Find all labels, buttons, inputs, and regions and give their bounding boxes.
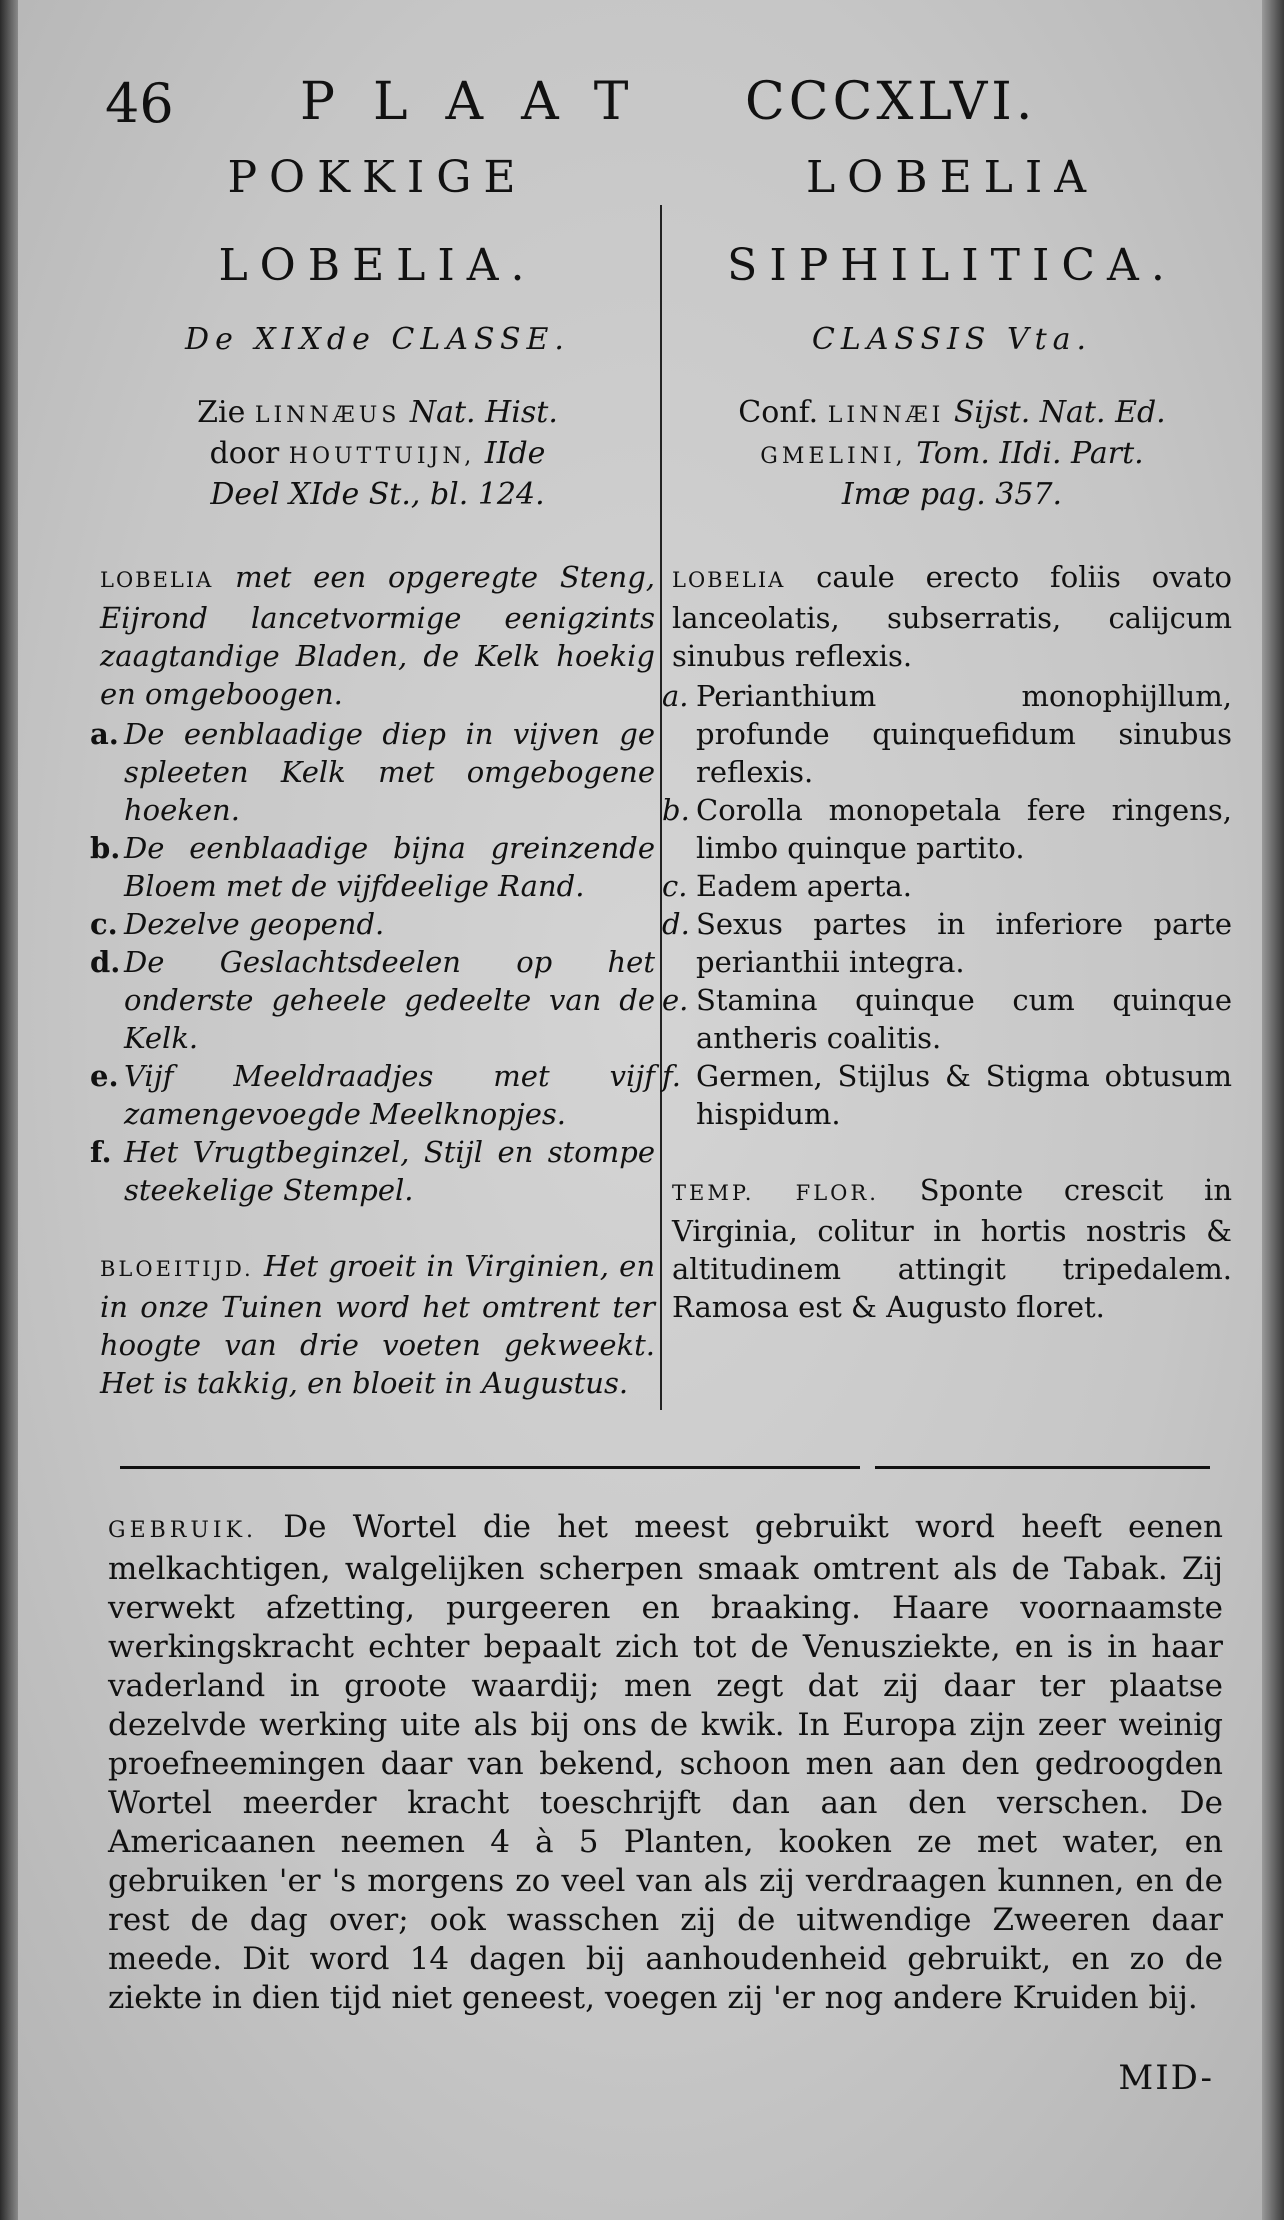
usage-text: De Wortel die het meest gebruikt word heeft eenen melkachtigen, walgelijken scherpen smaak omtrent als de Tabak. Zij verwekt afzetting, purgeeren en braaking. Haare voornaamste werkingskracht echter bepaalt zich tot de Venusziekte, en is in haar vaderland in groote waardij; men zegt dat zij daar ter plaatse dezelvde werking uite als bij ons de kwik. In Europa zijn zeer weinig proefneemingen daar van bekend, schoon men aan den gedroogden Wortel meerder kracht toeschrijft dan aan den verschen. De Americaanen neemen 4 à 5 Planten, kooken ze met water, en gebruiken 'er 's morgens zo veel van als zij verdraagen kunnen, en de rest de dag over; ook wasschen zij de uitwendige Zweeren daar meede. Dit word 14 dagen bij aanhoudenheid gebruikt, en zo de ziekte in dien tijd niet geneest, voegen zij 'er nog andere Kruiden bij. <box>108 1509 1223 2016</box>
flowering-label: TEMP. FLOR. <box>672 1181 879 1205</box>
flowering-text: Het groeit in Virginien, en in onze Tuinen word het omtrent ter hoogte van drie voeten gekweekt. Het is takkig, en bloeit in Augustus. <box>100 1249 655 1400</box>
dutch-ref-line2 <box>100 435 655 476</box>
rule-left <box>120 1466 860 1469</box>
dutch-description <box>100 558 655 713</box>
list-item <box>90 715 655 829</box>
item-letter: a. <box>662 679 689 713</box>
item-text: Eadem aperta. <box>696 869 912 903</box>
genus-name: LOBELIA <box>672 568 786 592</box>
usage-label: GEBRUIK. <box>108 1518 258 1543</box>
item-letter: d. <box>662 907 690 941</box>
item-letter: e. <box>662 983 689 1017</box>
plate-word: PLAAT <box>300 72 667 132</box>
latin-ref-line2 <box>672 435 1232 476</box>
latin-figure-list <box>662 677 1232 1133</box>
list-item <box>90 905 655 943</box>
item-text: De eenblaadige bijna greinzende Bloem met de vijfdeelige Rand. <box>124 831 655 903</box>
page-edge-left <box>0 0 18 2220</box>
ref-volume: IIde <box>484 436 546 471</box>
page-header <box>0 72 1284 142</box>
dutch-column <box>90 150 655 1402</box>
genus-name: LOBELIA <box>100 568 214 592</box>
ref-author: HOUTTUIJN, <box>288 444 476 469</box>
item-text: Perianthium monophijllum, profunde quinquefidum sinubus reflexis. <box>696 679 1232 789</box>
ref-author: LINNÆUS <box>254 403 401 428</box>
dutch-figure-list <box>90 715 655 1209</box>
ref-page: Imæ pag. 357. <box>841 477 1063 512</box>
ref-text: Zie <box>197 395 246 430</box>
item-letter: f. <box>90 1135 112 1169</box>
item-text: Corolla monopetala fere ringens, limbo quinque partito. <box>696 793 1232 865</box>
item-letter: f. <box>662 1059 681 1093</box>
ref-text: door <box>209 436 280 471</box>
plate-number: CCCXLVI. <box>745 72 1037 132</box>
item-text: Dezelve geopend. <box>124 907 385 941</box>
dutch-ref-line3 <box>100 476 655 514</box>
item-letter: a. <box>90 717 119 751</box>
latin-classis: CLASSIS Vta. <box>811 322 1093 357</box>
item-text: Germen, Stijlus & Stigma obtusum hispidum. <box>696 1059 1232 1131</box>
item-text: Vijf Meeldraadjes met vijf zamengevoegde Meelknopjes. <box>124 1059 655 1131</box>
list-item <box>662 905 1232 981</box>
item-text: Het Vrugtbeginzel, Stijl en stompe steekelige Stempel. <box>124 1135 655 1207</box>
list-item <box>662 981 1232 1057</box>
dutch-title-line1: POKKIGE <box>227 152 528 203</box>
list-item <box>662 677 1232 791</box>
list-item <box>662 867 1232 905</box>
item-text: Sexus partes in inferiore parte perianthii integra. <box>696 907 1232 979</box>
latin-title-line1: LOBELIA <box>805 152 1099 203</box>
dutch-reference <box>100 394 655 514</box>
list-item <box>90 829 655 905</box>
list-item <box>90 1057 655 1133</box>
ref-work: Sijst. Nat. Ed. <box>953 395 1166 430</box>
flowering-text: Sponte crescit in Virginia, colitur in hortis nostris & altitudinem attingit tripedalem. Ramosa est & Augusto floret. <box>672 1173 1233 1324</box>
item-text: De eenblaadige diep in vijven ge spleeten Kelk met omgebogene hoeken. <box>124 717 655 827</box>
description-text: met een opgeregte Steng, Eijrond lancetvormige eenigzints zaagtandige Bladen, de Kelk hoekig en omgeboogen. <box>100 560 655 711</box>
dutch-flowering <box>100 1247 655 1402</box>
dutch-title-line2: LOBELIA. <box>218 240 537 291</box>
latin-column <box>662 150 1233 1326</box>
item-letter: b. <box>662 793 690 827</box>
latin-flowering <box>672 1171 1232 1326</box>
usage-paragraph <box>108 1508 1223 2018</box>
ref-author: LINNÆI <box>827 403 945 428</box>
catchword: MID- <box>1118 2058 1214 2098</box>
ref-text: Conf. <box>738 395 819 430</box>
latin-description <box>672 558 1232 675</box>
latin-ref-line3 <box>672 476 1232 514</box>
latin-title-line2: SIPHILITICA. <box>727 240 1177 291</box>
list-item <box>90 943 655 1057</box>
ref-author: GMELINI, <box>760 444 907 469</box>
page-edge-right <box>1262 0 1284 2220</box>
ref-volume: Tom. IIdi. Part. <box>916 436 1144 471</box>
item-letter: e. <box>90 1059 119 1093</box>
ref-work: Nat. Hist. <box>409 395 558 430</box>
item-letter: c. <box>90 907 118 941</box>
description-text: caule erecto foliis ovato lanceolatis, subserratis, calijcum sinubus reflexis. <box>672 560 1232 673</box>
dutch-ref-line1 <box>100 394 655 435</box>
list-item <box>662 1057 1232 1133</box>
latin-ref-line1 <box>672 394 1232 435</box>
ref-page: Deel XIde St., bl. 124. <box>210 477 545 512</box>
list-item <box>90 1133 655 1209</box>
page-number: 46 <box>105 72 174 135</box>
item-text: Stamina quinque cum quinque antheris coalitis. <box>696 983 1232 1055</box>
item-letter: c. <box>662 869 688 903</box>
dutch-classis: De XIXde CLASSE. <box>185 322 570 357</box>
list-item <box>662 791 1232 867</box>
latin-reference <box>672 394 1232 514</box>
item-letter: b. <box>90 831 121 865</box>
item-text: De Geslachtsdeelen op het onderste geheele gedeelte van de Kelk. <box>124 945 655 1055</box>
rule-right <box>875 1466 1210 1469</box>
item-letter: d. <box>90 945 121 979</box>
flowering-label: BLOEITIJD. <box>100 1257 254 1281</box>
